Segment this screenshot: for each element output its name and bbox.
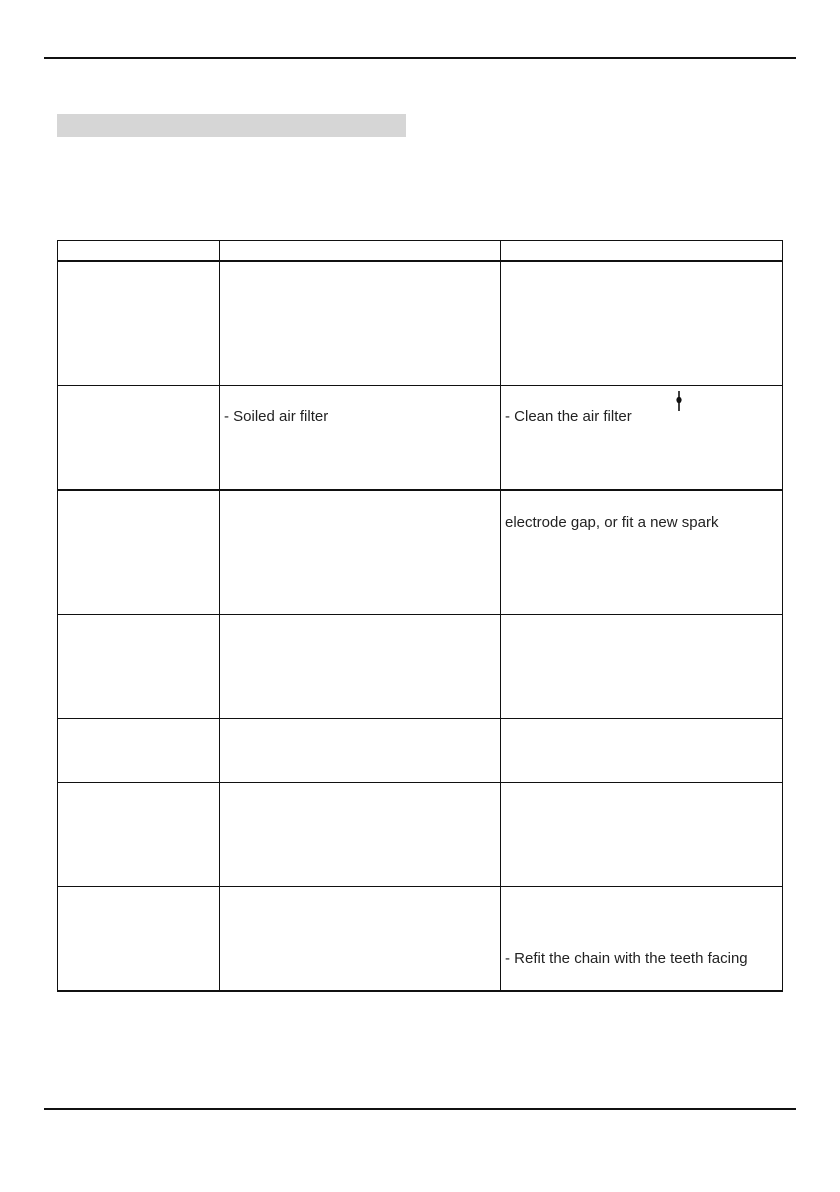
troubleshooting-table xyxy=(57,240,783,992)
table-row xyxy=(58,614,783,718)
cause-cell xyxy=(220,782,501,886)
solution-cell xyxy=(501,886,783,991)
cause-cell xyxy=(220,718,501,782)
cause-cell xyxy=(220,261,501,385)
solution-cell xyxy=(501,718,783,782)
footer-rule xyxy=(44,1108,796,1110)
cause-cell xyxy=(220,614,501,718)
problem-cell xyxy=(58,886,220,991)
table-row xyxy=(58,886,783,991)
solution-text: electrode gap, or fit a new spark xyxy=(505,514,719,531)
header-cell-solution xyxy=(501,241,783,262)
problem-cell xyxy=(58,718,220,782)
section-heading-bar xyxy=(57,114,406,137)
cause-cell xyxy=(220,886,501,991)
solution-cell xyxy=(501,385,783,490)
solution-cell xyxy=(501,782,783,886)
table-row xyxy=(58,782,783,886)
table-row xyxy=(58,261,783,385)
table-row xyxy=(58,490,783,614)
solution-text: - Refit the chain with the teeth facing xyxy=(505,949,748,967)
cause-text: - Soiled air filter xyxy=(224,407,329,425)
bullet-marker-icon xyxy=(676,391,682,411)
table-row xyxy=(58,385,783,490)
cause-cell xyxy=(220,385,501,490)
problem-cell xyxy=(58,782,220,886)
problem-cell xyxy=(58,261,220,385)
solution-text: - Clean the air filter xyxy=(505,407,632,425)
table-header-row xyxy=(58,241,783,262)
table-row xyxy=(58,718,783,782)
header-cell-problem xyxy=(58,241,220,262)
solution-cell xyxy=(501,261,783,385)
problem-cell xyxy=(58,490,220,614)
problem-cell xyxy=(58,385,220,490)
header-rule xyxy=(44,57,796,59)
cause-cell xyxy=(220,490,501,614)
solution-cell xyxy=(501,490,783,614)
header-cell-cause xyxy=(220,241,501,262)
solution-cell xyxy=(501,614,783,718)
problem-cell xyxy=(58,614,220,718)
